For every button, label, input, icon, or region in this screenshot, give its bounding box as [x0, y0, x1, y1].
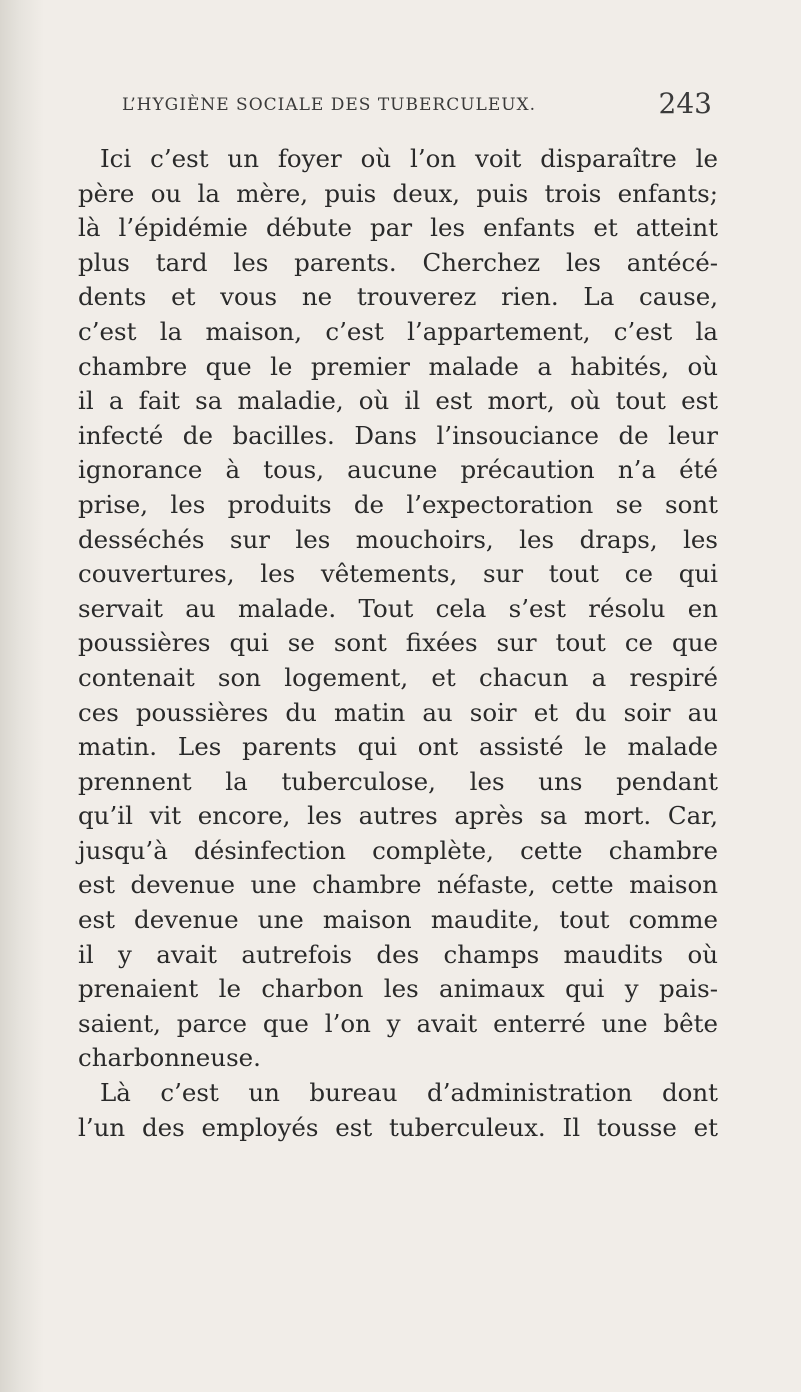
text-line: desséchés sur les mouchoirs, les draps, les	[78, 524, 718, 554]
text-line: poussières qui se sont fixées sur tout ce que	[78, 628, 718, 658]
text-line: qu’il vit encore, les autres après sa mort. Car,	[78, 801, 718, 831]
text-line: matin. Les parents qui ont assisté le malade	[78, 732, 718, 762]
text-line: prennent la tuberculose, les uns pendant	[78, 766, 718, 796]
text-line: infecté de bacilles. Dans l’insouciance de leur	[78, 420, 718, 450]
text-line: il a fait sa maladie, où il est mort, où tout est	[78, 386, 718, 416]
page-number: 243	[658, 87, 712, 120]
text-line: il y avait autrefois des champs maudits où	[78, 939, 718, 969]
text-line: jusqu’à désinfection complète, cette chambre	[78, 835, 718, 865]
text-line: charbonneuse.	[78, 1043, 261, 1073]
text-line: couvertures, les vêtements, sur tout ce qui	[78, 559, 718, 589]
text-line: chambre que le premier malade a habités, où	[78, 351, 718, 381]
text-line: servait au malade. Tout cela s’est résolu en	[78, 593, 718, 623]
text-line: prise, les produits de l’expectoration se sont	[78, 489, 718, 519]
text-line: Ici c’est un foyer où l’on voit disparaître le	[100, 144, 718, 173]
text-line: l’un des employés est tuberculeux. Il tousse et	[78, 1112, 718, 1142]
text-line: père ou la mère, puis deux, puis trois enfants;	[78, 178, 718, 208]
text-line: est devenue une chambre néfaste, cette maison	[78, 870, 718, 900]
text-line: prenaient le charbon les animaux qui y pais-	[78, 974, 718, 1004]
text-line: dents et vous ne trouverez rien. La cause,	[78, 282, 718, 312]
text-line: ignorance à tous, aucune précaution n’a été	[78, 455, 718, 485]
body-text	[78, 142, 718, 1145]
text-line: plus tard les parents. Cherchez les antécé-	[78, 247, 718, 277]
running-head-title: L’HYGIÈNE SOCIALE DES TUBERCULEUX.	[122, 95, 537, 115]
text-line: Là c’est un bureau d’administration dont	[100, 1078, 718, 1108]
text-line: ces poussières du matin au soir et du soir au	[78, 697, 718, 727]
text-line: contenait son logement, et chacun a respiré	[78, 662, 718, 692]
running-head	[122, 87, 712, 122]
text-line: là l’épidémie débute par les enfants et atteint	[78, 213, 718, 243]
text-line: saient, parce que l’on y avait enterré une bête	[78, 1008, 718, 1038]
text-line: c’est la maison, c’est l’appartement, c’est la	[78, 316, 718, 346]
text-line: est devenue une maison maudite, tout comme	[78, 905, 718, 935]
